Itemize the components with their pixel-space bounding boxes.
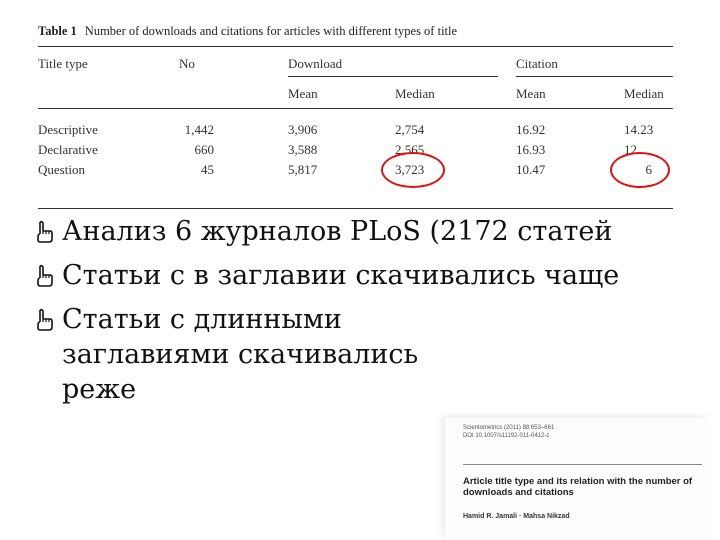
header-download: Download [288, 56, 343, 71]
bullet-text: Статьи с в заглавии скачивались чаще [62, 260, 620, 291]
pointing-hand-icon [36, 264, 54, 288]
bullet-item [36, 258, 696, 293]
paper-authors: Hamid R. Jamali · Mahsa Nikzad [463, 513, 570, 520]
table-top-rule [38, 46, 673, 47]
table-caption-text: Number of downloads and citations for articles with different types of title [84, 24, 458, 38]
header-download-median: Median [395, 86, 435, 101]
header-bottom-rule [38, 108, 673, 109]
row-dl-median: 3,723 [395, 162, 425, 177]
row-cit-mean: 16.92 [516, 122, 546, 137]
bullet-text: Статьи с длинными заглавиями скачивались реже [62, 304, 419, 405]
row-dl-mean: 3,588 [288, 142, 318, 157]
paper-meta [463, 424, 554, 440]
pointing-hand-icon [36, 308, 54, 332]
row-type: Declarative [38, 142, 98, 157]
bullet-item [36, 214, 696, 249]
results-table [38, 24, 673, 206]
row-cit-median: 6 [645, 162, 652, 177]
header-citation-mean: Mean [516, 86, 546, 101]
header-no: No [179, 56, 195, 71]
paper-journal-line: Scientometrics (2011) 88:653–661 [463, 425, 555, 431]
bullet-item [36, 302, 696, 407]
paper-thumbnail [445, 418, 710, 540]
row-no: 660 [194, 142, 214, 157]
highlight-circle-citation [610, 152, 670, 188]
citation-group-rule [516, 76, 673, 77]
paper-title: Article title type and its relation with the number of downloads and citations [463, 476, 693, 498]
highlight-circle-download [381, 152, 445, 188]
paper-doi-line: DOI 10.1007/s11192-011-0412-z [463, 433, 550, 439]
header-title-type: Title type [38, 56, 88, 71]
row-cit-mean: 10.47 [516, 162, 546, 177]
row-type: Question [38, 162, 85, 177]
row-no: 45 [201, 162, 214, 177]
row-dl-median: 2,565 [395, 142, 425, 157]
row-no: 1,442 [184, 122, 214, 137]
row-cit-median: 14.23 [624, 122, 654, 137]
table-body [38, 46, 673, 206]
bullet-text: Анализ 6 журналов PLoS (2172 статей [62, 216, 613, 247]
table-bottom-rule [38, 208, 673, 209]
row-dl-mean: 5,817 [288, 162, 318, 177]
row-dl-mean: 3,906 [288, 122, 318, 137]
header-download-mean: Mean [288, 86, 318, 101]
paper-divider [463, 464, 702, 465]
row-cit-median: 12 [624, 142, 637, 157]
row-cit-mean: 16.93 [516, 142, 546, 157]
header-citation-median: Median [624, 86, 664, 101]
row-dl-median: 2,754 [395, 122, 425, 137]
download-group-rule [288, 76, 498, 77]
header-citation: Citation [516, 56, 558, 71]
table-caption [38, 24, 673, 38]
table-label: Table 1 [38, 24, 77, 38]
pointing-hand-icon [36, 220, 54, 244]
bullet-list [36, 214, 696, 416]
row-type: Descriptive [38, 122, 98, 137]
